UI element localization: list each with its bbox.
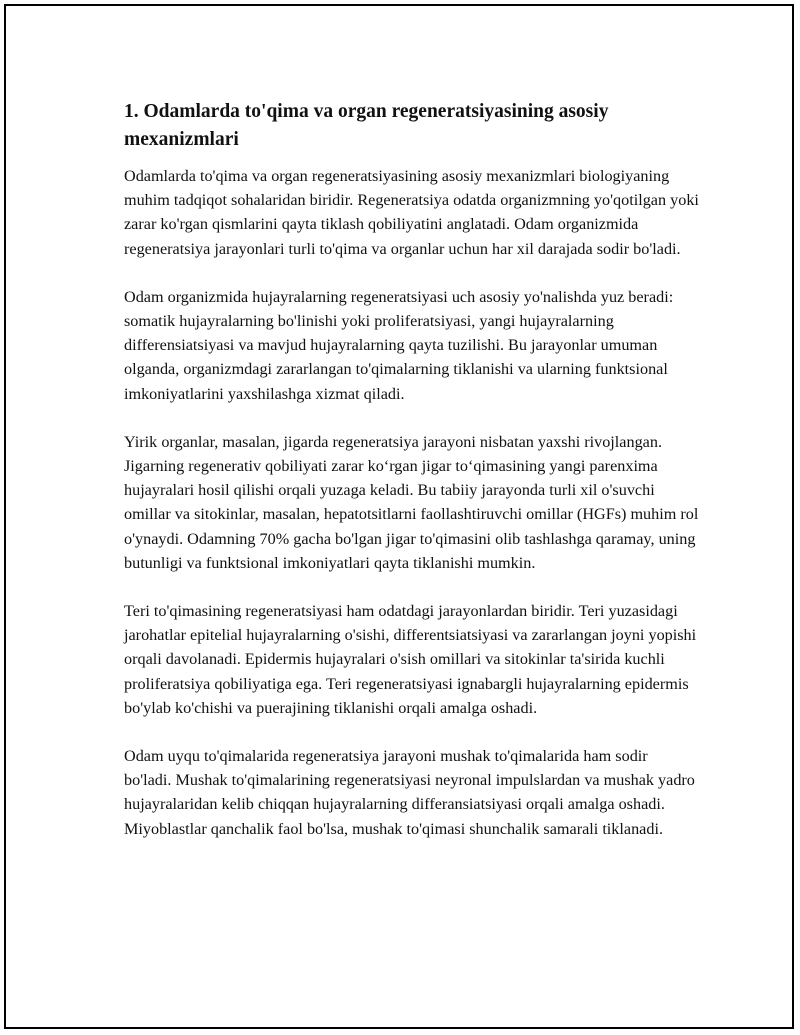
paragraph-2: Odam organizmida hujayralarning regeneratsiyasi uch asosiy yo'nalishda yuz beradi: somatik hujayralarning bo'linishi yoki proliferatsiyasi, yangi hujayralarning differensiatsiyasi va mavjud hujayralarning qayta tuzilishi. Bu jarayonlar umuman olganda, organizmdagi zararlangan to'qimalarning tiklanishi va ularning funktsional imkoniyatlarini yaxshilashga xizmat qiladi. — [124, 287, 674, 403]
paragraph-5: Odam uyqu to'qimalarida regeneratsiya jarayoni mushak to'qimalarida ham sodir bo'ladi. Mushak to'qimalarining regeneratsiyasi neyronal impulslardan va mushak yadro hujayralaridan kelib chiqqan hujayralarning differansiatsiyasi orqali amalga oshadi. Miyoblastlar qanchalik faol bo'lsa, mushak to'qimasi shunchalik samarali tiklanadi. — [124, 747, 695, 838]
document-title: 1. Odamlarda to'qima va organ regeneratsiyasining asosiy mexanizmlari — [124, 101, 609, 150]
document-body — [124, 98, 699, 865]
page-frame — [4, 4, 794, 1029]
paragraph-4: Teri to'qimasining regeneratsiyasi ham odatdagi jarayonlardan biridir. Teri yuzasidagi jarohatlar epitelial hujayralarning o'sishi, differentsiatsiyasi va zararlangan joyni yopishi orqali davolanadi. Epidermis hujayralari o'sish omillari va sitokinlar ta'sirida kuchli proliferatsiya qobiliyatiga ega. Teri regeneratsiyasi ignabargli hujayralarning epidermis bo'ylab ko'chishi va puerajining tiklanishi orqali amalga oshadi. — [124, 602, 697, 717]
paragraph-3: Yirik organlar, masalan, jigarda regeneratsiya jarayoni nisbatan yaxshi rivojlangan. Jigarning regenerativ qobiliyati zarar ko‘rgan jigar to‘qimasining yangi parenxima hujayralari hosil qilishi orqali yuzaga keladi. Bu tabiiy jarayonda turli xil o'suvchi omillar va sitokinlar, masalan, hepatotsitlarni faollashtiruvchi omillar (HGFs) muhim rol o'ynaydi. Odamning 70% gacha bo'lgan jigar to'qimasini olib tashlashga qaramay, uning butunligi va funktsional imkoniyatlari qayta tiklanishi mumkin. — [124, 432, 699, 572]
paragraph-1: Odamlarda to'qima va organ regeneratsiyasining asosiy mexanizmlari biologiyaning muhim tadqiqot sohalaridan biridir. Regeneratsiya odatda organizmning yo'qotilgan yoki zarar ko'rgan qismlarini qayta tiklash qobiliyatini anglatadi. Odam organizmida regeneratsiya jarayonlari turli to'qima va organlar uchun har xil darajada sodir bo'ladi. — [124, 167, 699, 258]
